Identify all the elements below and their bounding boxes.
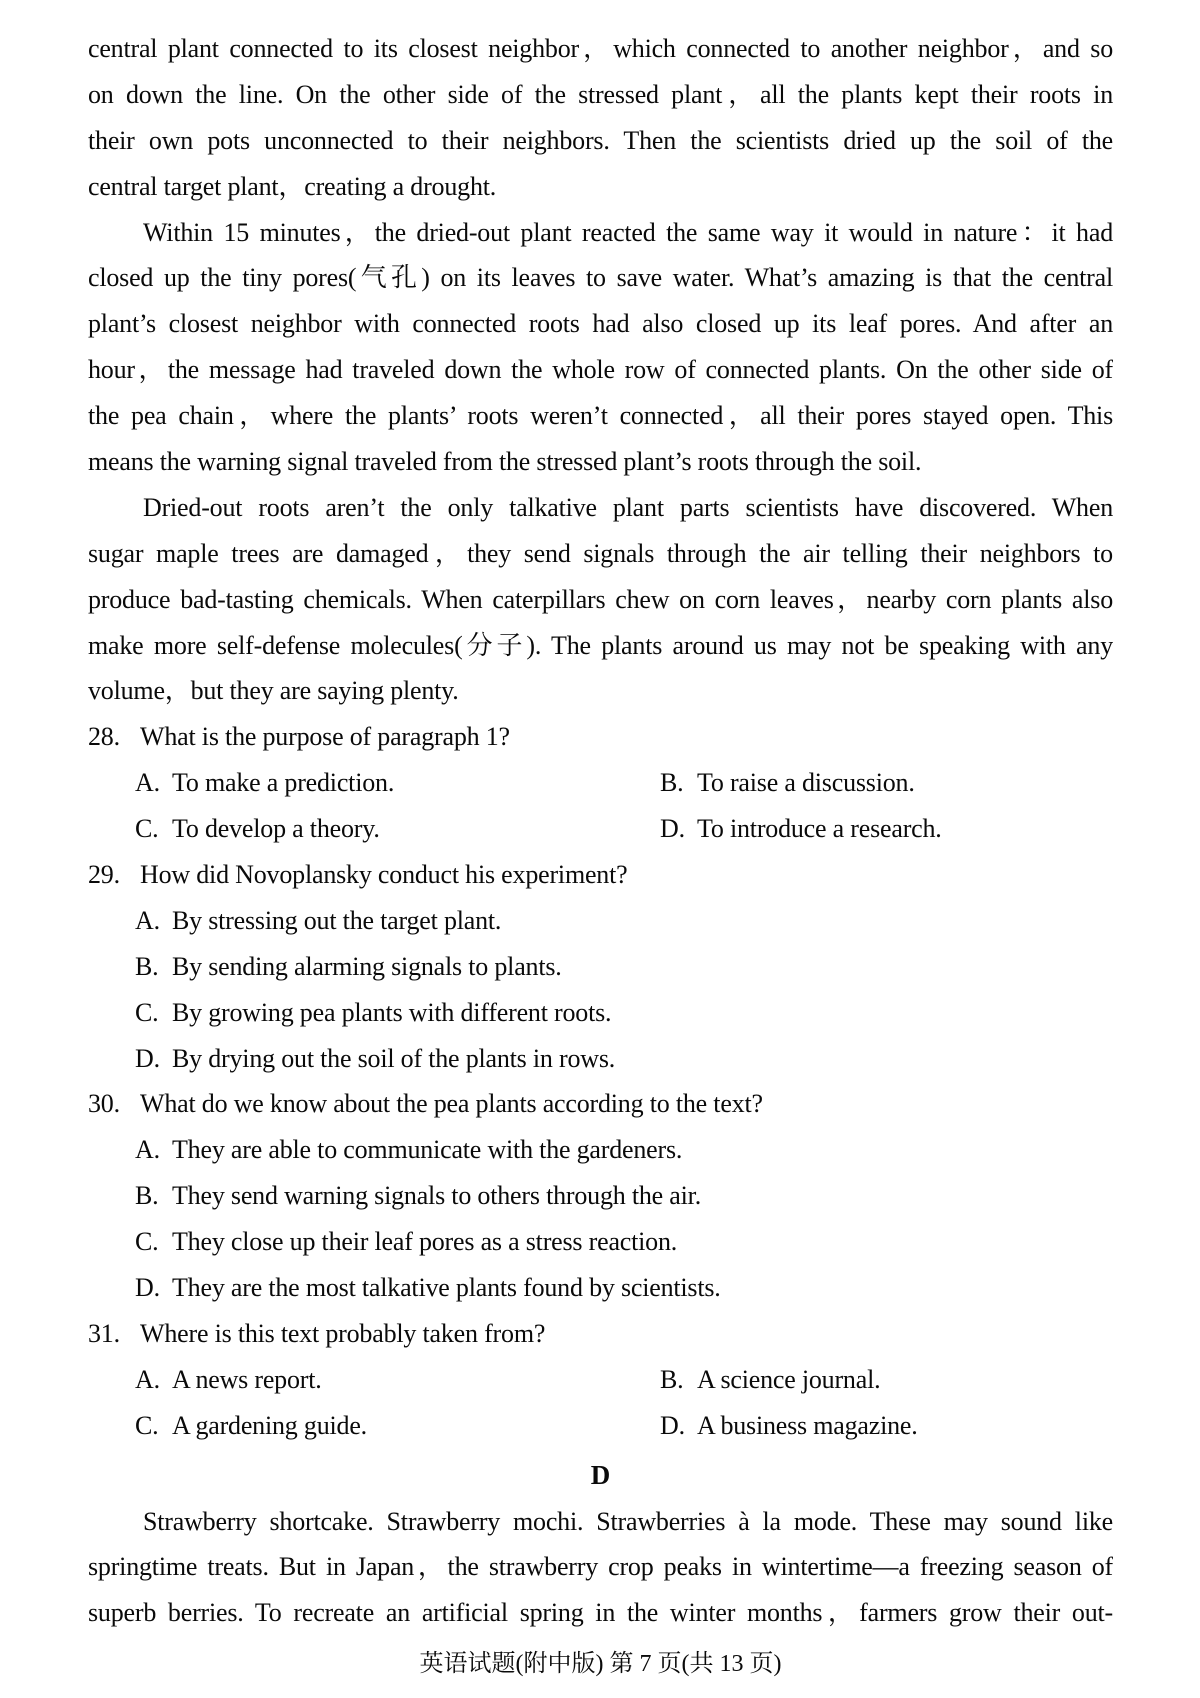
option-row (88, 1265, 1113, 1311)
question-number: 30. (88, 1089, 120, 1119)
option-label: B. (135, 951, 159, 981)
passage-d-p1-line1: Strawberry shortcake. Strawberry mochi. Strawberries à la mode. These may sound like (143, 1506, 1113, 1536)
option-30-B (135, 1173, 701, 1219)
option-label: C. (135, 997, 159, 1027)
question-list (88, 714, 1113, 1448)
option-text: A news report. (172, 1364, 322, 1394)
option-row (88, 898, 1113, 944)
option-text: They are the most talkative plants found by scientists. (172, 1273, 721, 1303)
option-label: A. (135, 1364, 160, 1394)
option-label: D. (660, 814, 685, 844)
passage-d-p1-line3: superb berries. To recreate an artificial spring in the winter months，farmers grow their out- (88, 1598, 1113, 1628)
question-29 (88, 852, 1113, 898)
passage-c-p3-line5: volume，but they are saying plenty. (88, 676, 459, 706)
option-row (88, 806, 1113, 852)
option-label: A. (135, 1135, 160, 1165)
option-text: By growing pea plants with different roots. (172, 997, 612, 1027)
option-30-A (135, 1127, 682, 1173)
question-number: 29. (88, 860, 120, 890)
option-label: A. (135, 905, 160, 935)
page-footer: 英语试题(附中版) 第 7 页(共 13 页) (419, 1651, 782, 1678)
option-text: To raise a discussion. (697, 768, 915, 798)
passage-c-p3-line3: produce bad-tasting chemicals. When caterpillars chew on corn leaves，nearby corn plants also (88, 584, 1113, 614)
option-row (88, 1357, 1113, 1403)
option-row (88, 944, 1113, 990)
question-30 (88, 1081, 1113, 1127)
question-number: 31. (88, 1318, 120, 1348)
option-row (88, 990, 1113, 1036)
option-29-D (135, 1036, 615, 1082)
option-text: By drying out the soil of the plants in rows. (172, 1043, 616, 1073)
question-number: 28. (88, 722, 120, 752)
passage-c-p1-line1: central plant connected to its closest neighbor，which connected to another neighbor，and so (88, 34, 1113, 63)
option-28-A (135, 760, 660, 806)
passage-c-p2-line1: Within 15 minutes，the dried-out plant reacted the same way it would in nature：it had (143, 217, 1113, 247)
option-text: By stressing out the target plant. (172, 905, 502, 935)
option-text: By sending alarming signals to plants. (172, 951, 562, 981)
option-31-D (660, 1403, 918, 1449)
question-text: How did Novoplansky conduct his experiment? (140, 860, 628, 890)
option-text: To introduce a research. (697, 814, 942, 844)
option-label: B. (660, 768, 684, 798)
option-label: A. (135, 768, 160, 798)
option-row (88, 1403, 1113, 1449)
passage-c-p2-line2: closed up the tiny pores(气孔) on its leaves to save water. What’s amazing is that the central (88, 263, 1113, 293)
passage-c-p2-line4: hour，the message had traveled down the whole row of connected plants. On the other side of (88, 355, 1113, 385)
option-label: D. (135, 1273, 160, 1303)
question-28 (88, 714, 1113, 760)
option-label: B. (660, 1364, 684, 1394)
option-31-B (660, 1357, 880, 1403)
passage-c-p3-line4: make more self-defense molecules(分子). The plants around us may not be speaking with any (88, 630, 1113, 660)
passage-c-p1-line3: their own pots unconnected to their neighbors. Then the scientists dried up the soil of the (88, 125, 1113, 155)
option-label: B. (135, 1181, 159, 1211)
option-label: C. (135, 1227, 159, 1257)
option-text: A gardening guide. (172, 1410, 367, 1440)
option-30-D (135, 1265, 721, 1311)
option-29-B (135, 944, 562, 990)
option-29-A (135, 898, 501, 944)
option-label: D. (660, 1410, 685, 1440)
question-text: Where is this text probably taken from? (140, 1318, 546, 1348)
question-31 (88, 1311, 1113, 1357)
passage-c-p2-line3: plant’s closest neighbor with connected roots had also closed up its leaf pores. And after an (88, 309, 1113, 339)
question-text: What is the purpose of paragraph 1? (140, 722, 510, 752)
option-row (88, 1127, 1113, 1173)
passage-c-p3-line1: Dried-out roots aren’t the only talkative plant parts scientists have discovered. When (143, 492, 1113, 522)
option-28-D (660, 806, 942, 852)
option-30-C (135, 1219, 677, 1265)
passage-d (88, 1499, 1113, 1637)
passage-c-p1-line4: central target plant，creating a drought. (88, 171, 497, 201)
passage-c-p1-line2: on down the line. On the other side of the stressed plant，all the plants kept their roots in (88, 79, 1113, 109)
page-content (88, 26, 1113, 1688)
section-d-heading: D (590, 1459, 611, 1490)
option-28-C (135, 806, 660, 852)
option-label: C. (135, 1410, 159, 1440)
option-28-B (660, 760, 915, 806)
option-text: They send warning signals to others through the air. (172, 1181, 701, 1211)
option-label: D. (135, 1043, 160, 1073)
option-text: A science journal. (697, 1364, 881, 1394)
option-text: To make a prediction. (172, 768, 395, 798)
option-text: A business magazine. (697, 1410, 918, 1440)
option-row (88, 1219, 1113, 1265)
passage-c-p2-line5: the pea chain，where the plants’ roots weren’t connected，all their pores stayed open. This (88, 401, 1113, 431)
option-31-A (135, 1357, 660, 1403)
option-row (88, 760, 1113, 806)
passage-c-p2-line6: means the warning signal traveled from the stressed plant’s roots through the soil. (88, 447, 922, 477)
option-31-C (135, 1403, 660, 1449)
option-text: To develop a theory. (172, 814, 380, 844)
option-row (88, 1173, 1113, 1219)
passage-d-p1-line2: springtime treats. But in Japan，the strawberry crop peaks in wintertime—a freezing season of (88, 1552, 1113, 1582)
question-text: What do we know about the pea plants according to the text? (140, 1089, 763, 1119)
option-text: They are able to communicate with the gardeners. (172, 1135, 683, 1165)
option-29-C (135, 990, 611, 1036)
option-text: They close up their leaf pores as a stress reaction. (172, 1227, 678, 1257)
passage-c-p3-line2: sugar maple trees are damaged，they send signals through the air telling their neighbors to (88, 538, 1113, 568)
option-row (88, 1036, 1113, 1082)
passage-c (88, 26, 1113, 714)
option-label: C. (135, 814, 159, 844)
